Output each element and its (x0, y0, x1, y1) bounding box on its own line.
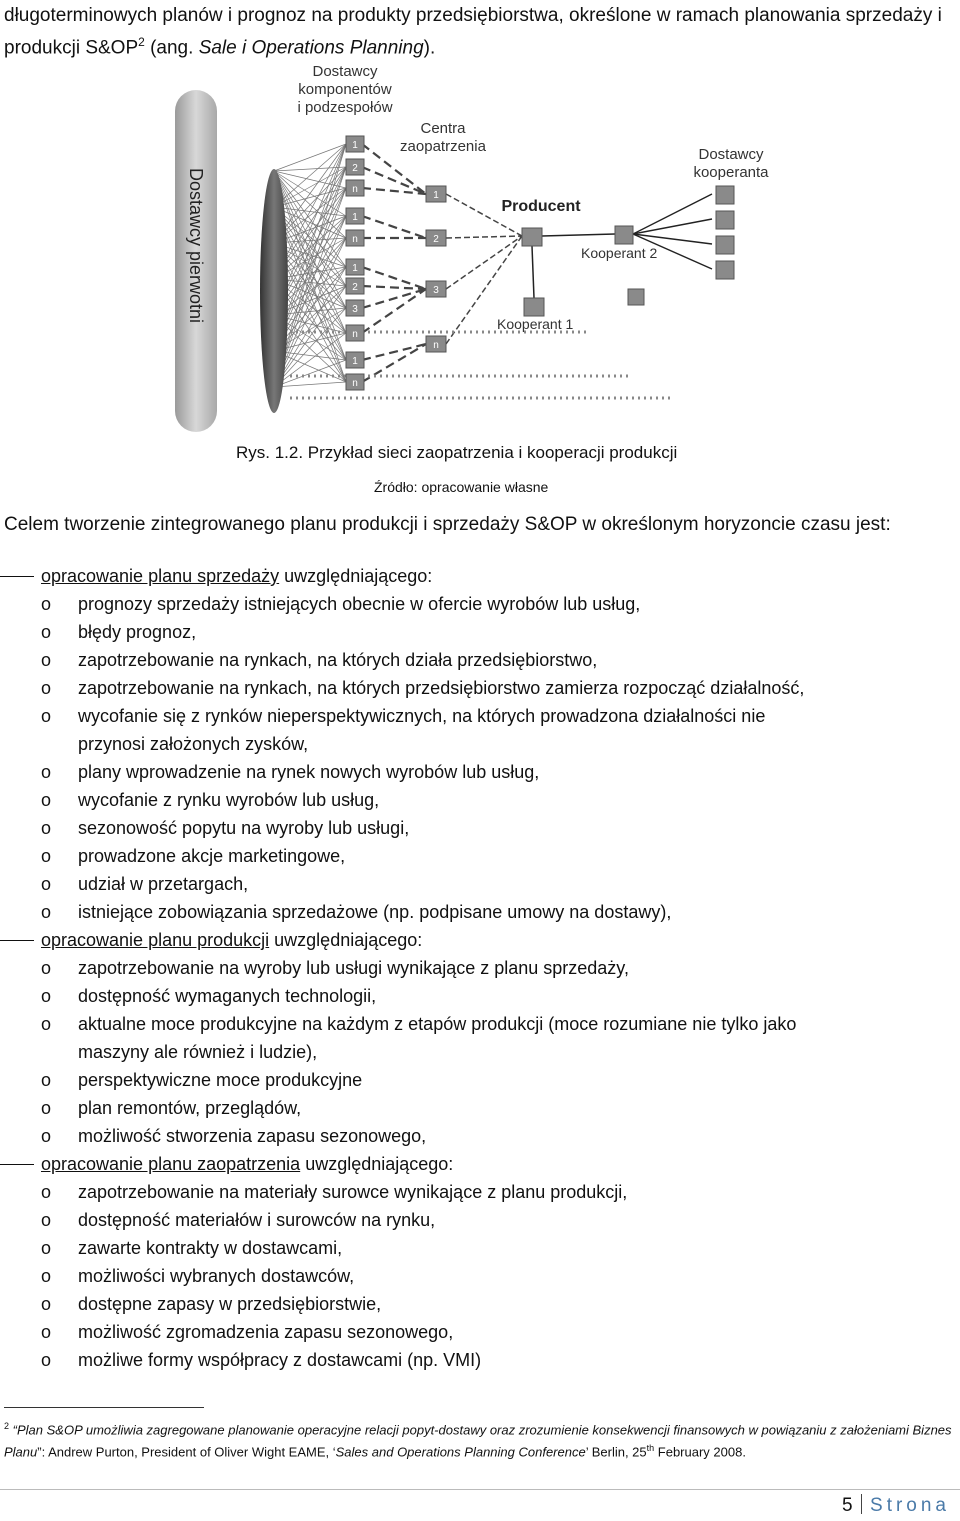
bullet-marker: o (41, 874, 52, 894)
footnote: $^2$ “Plan S&OP umożliwia zagregowane planowanie operacyjne relacji popyt-dostawy oraz zrozumienie konsekwencji finansowych w powiązaniu z założeniami Biznes Planu”: Andrew Purton, President of Oliver Wight EAME, ‘Sales and Operations Planning Conference’ Berlin, 25th February 2008. (4, 1421, 952, 1460)
bullet-marker: o (41, 1294, 52, 1314)
bullet-marker: o (41, 1210, 52, 1230)
bullet-marker: o (41, 846, 52, 866)
cooperant1-node (524, 298, 544, 316)
network-link (362, 344, 426, 360)
section-heading-rest: uwzględniającego: (269, 930, 423, 950)
list-item-text: prowadzone akcje marketingowe, (78, 846, 346, 866)
node-label: 1 (433, 190, 439, 201)
label-components: i podzespołów (297, 99, 393, 116)
list-item (0, 674, 956, 702)
bullet-marker: o (41, 986, 52, 1006)
bullet-marker: o (41, 1322, 52, 1342)
bullet-marker: o (41, 762, 52, 782)
bullet-marker: o (41, 1182, 52, 1202)
section-heading (0, 1150, 956, 1178)
network-link (633, 219, 712, 234)
footnote-separator (4, 1407, 204, 1408)
list-item (0, 1178, 956, 1206)
list-item (0, 982, 956, 1010)
network-link (274, 144, 346, 171)
list-item-text: aktualne moce produkcyjne na każdym z etapów produkcji (moce rozumiane nie tylko jako (78, 1014, 797, 1034)
label-coop1: Kooperant 1 (497, 316, 574, 332)
node-label: 3 (352, 304, 358, 315)
list-item (0, 1122, 956, 1150)
footnote-ref[interactable]: 2 (138, 35, 145, 49)
label-coop-suppliers: kooperanta (693, 164, 769, 181)
node-label: 2 (352, 163, 358, 174)
list-item-text: istniejące zobowiązania sprzedażowe (np. podpisane umowy na dostawy), (78, 902, 672, 922)
node-label: 2 (352, 282, 358, 293)
list-item (0, 870, 956, 898)
node-label: 1 (352, 140, 358, 151)
list-item (0, 590, 956, 618)
figure-source: Źródło: opracowanie własne (374, 479, 549, 495)
label-centers: zaopatrzenia (400, 138, 486, 155)
node-label: n (352, 378, 358, 389)
list-item (0, 898, 956, 926)
list-item-text: błędy prognoz, (78, 622, 197, 642)
node-label: 1 (352, 212, 358, 223)
label-coop2: Kooperant 2 (581, 245, 658, 261)
section-heading-rest: uwzględniającego: (279, 566, 433, 586)
node-label: n (352, 234, 358, 245)
cooperant-node (628, 289, 644, 305)
list-item (0, 1318, 956, 1346)
list-item-text: możliwości wybranych dostawców, (78, 1266, 355, 1286)
bullet-marker: o (41, 958, 52, 978)
node-label: n (352, 329, 358, 340)
section-heading (0, 562, 956, 590)
list-item-text: wycofanie z rynku wyrobów lub usług, (78, 790, 380, 810)
section-heading-underlined: opracowanie planu sprzedaży (41, 566, 280, 586)
node-label: 2 (433, 234, 439, 245)
network-links (274, 144, 712, 398)
network-link (542, 234, 615, 236)
list-item (0, 1262, 956, 1290)
network-link (362, 289, 426, 308)
bullet-marker: o (41, 1098, 52, 1118)
coop-supplier-node (716, 186, 734, 204)
list-item-text: dostępność materiałów i surowców na rynku, (78, 1210, 436, 1230)
list-item (0, 1346, 956, 1374)
list-item-text: sezonowość popytu na wyroby lub usługi, (78, 818, 410, 838)
network-link (274, 171, 346, 216)
bullet-marker: o (41, 622, 52, 642)
list-item-text: zawarte kontrakty w dostawcami, (78, 1238, 343, 1258)
primary-suppliers-label: Dostawcy pierwotni (186, 168, 206, 324)
bullet-marker: o (41, 1266, 52, 1286)
bullet-marker: o (41, 594, 52, 614)
network-link (362, 216, 426, 238)
list-item (0, 1010, 956, 1038)
intro-paragraph: długoterminowych planów i prognoz na produkty przedsiębiorstwa, określone w ramach planowania sprzedaży i produkcji $S\&OP^2$ (ang. Sale i Operations Planning). (4, 5, 942, 59)
coop-supplier-node (716, 211, 734, 229)
list-item-text: wycofanie się z rynków nieperspektywicznych, na których prowadzona działalności nie (78, 706, 766, 726)
list-item (0, 1066, 956, 1094)
cooperant2-node (615, 226, 633, 244)
label-components: komponentów (298, 81, 392, 98)
plan-list (0, 562, 956, 1374)
node-label: 1 (352, 263, 358, 274)
section-heading-underlined: opracowanie planu produkcji (41, 930, 270, 950)
list-item-text: zapotrzebowanie na materiały surowce wynikające z planu produkcji, (78, 1182, 628, 1202)
list-item-text: dostępne zapasy w przedsiębiorstwie, (78, 1294, 382, 1314)
network-link (362, 267, 426, 289)
list-item-text: udział w przetargach, (78, 874, 249, 894)
list-item (0, 786, 956, 814)
bullet-marker: o (41, 1014, 52, 1034)
bullet-marker: o (41, 706, 52, 726)
list-item-text: plany wprowadzenie na rynek nowych wyrobów lub usług, (78, 762, 540, 782)
bullet-marker: o (41, 1070, 52, 1090)
network-nodes (346, 136, 734, 390)
network-link (532, 246, 534, 298)
list-item-text: perspektywiczne moce produkcyjne (78, 1070, 363, 1090)
primary-suppliers-cluster (260, 169, 288, 413)
list-item-text: możliwość stworzenia zapasu sezonowego, (78, 1126, 427, 1146)
list-item-text: zapotrzebowanie na wyroby lub usługi wynikające z planu sprzedaży, (78, 958, 629, 978)
bullet-marker: o (41, 678, 52, 698)
label-components: Dostawcy (312, 63, 378, 80)
list-item (0, 758, 956, 786)
bullet-marker: o (41, 650, 52, 670)
bullet-marker: o (41, 902, 52, 922)
list-item-continuation: przynosi założonych zysków, (78, 734, 309, 754)
bullet-marker: o (41, 1350, 52, 1370)
network-link (362, 289, 426, 333)
list-item (0, 1094, 956, 1122)
bullet-marker: o (41, 790, 52, 810)
list-item-text: możliwe formy współpracy z dostawcami (np. VMI) (78, 1350, 482, 1370)
list-item (0, 646, 956, 674)
node-label: 1 (352, 356, 358, 367)
list-item (0, 1234, 956, 1262)
label-coop-suppliers: Dostawcy (698, 146, 764, 163)
list-item (0, 842, 956, 870)
bullet-marker: o (41, 1238, 52, 1258)
list-item-text: prognozy sprzedaży istniejących obecnie w ofercie wyrobów lub usług, (78, 594, 641, 614)
bullet-marker: o (41, 818, 52, 838)
list-item (0, 1290, 956, 1318)
producer-node (522, 228, 542, 246)
coop-supplier-node (716, 236, 734, 254)
network-link (633, 194, 712, 234)
list-item (0, 814, 956, 842)
supply-network-diagram (170, 56, 890, 436)
list-item (0, 618, 956, 646)
list-item-text: dostępność wymaganych technologii, (78, 986, 377, 1006)
list-item (0, 702, 956, 730)
figure-caption: Rys. 1.2. Przykład sieci zaopatrzenia i kooperacji produkcji (236, 443, 678, 462)
list-item-text: możliwość zgromadzenia zapasu sezonowego, (78, 1322, 454, 1342)
lead-paragraph: Celem tworzenie zintegrowanego planu produkcji i sprzedaży S&OP w określonym horyzoncie czasu jest: (4, 514, 891, 535)
node-label: n (433, 340, 439, 351)
list-item-text: zapotrzebowanie na rynkach, na których przedsiębiorstwo zamierza rozpocząć działalność, (78, 678, 805, 698)
list-item-text: zapotrzebowanie na rynkach, na których działa przedsiębiorstwo, (78, 650, 598, 670)
node-label: n (352, 184, 358, 195)
list-item (0, 1206, 956, 1234)
list-item-text: plan remontów, przeglądów, (78, 1098, 302, 1118)
list-item (0, 954, 956, 982)
section-heading-rest: uwzględniającego: (300, 1154, 454, 1174)
node-label: 3 (433, 285, 439, 296)
coop-supplier-node (716, 261, 734, 279)
network-link (446, 236, 522, 289)
label-centers: Centra (420, 120, 466, 137)
bullet-marker: o (41, 1126, 52, 1146)
page-footer-rule (0, 1489, 960, 1490)
label-producer: Producent (501, 198, 581, 215)
page-number: 5 Strona (841, 1495, 950, 1516)
network-link (446, 236, 522, 238)
section-heading-underlined: opracowanie planu zaopatrzenia (41, 1154, 301, 1174)
list-item-continuation: maszyny ale również i ludzie), (78, 1042, 318, 1062)
section-heading (0, 926, 956, 954)
